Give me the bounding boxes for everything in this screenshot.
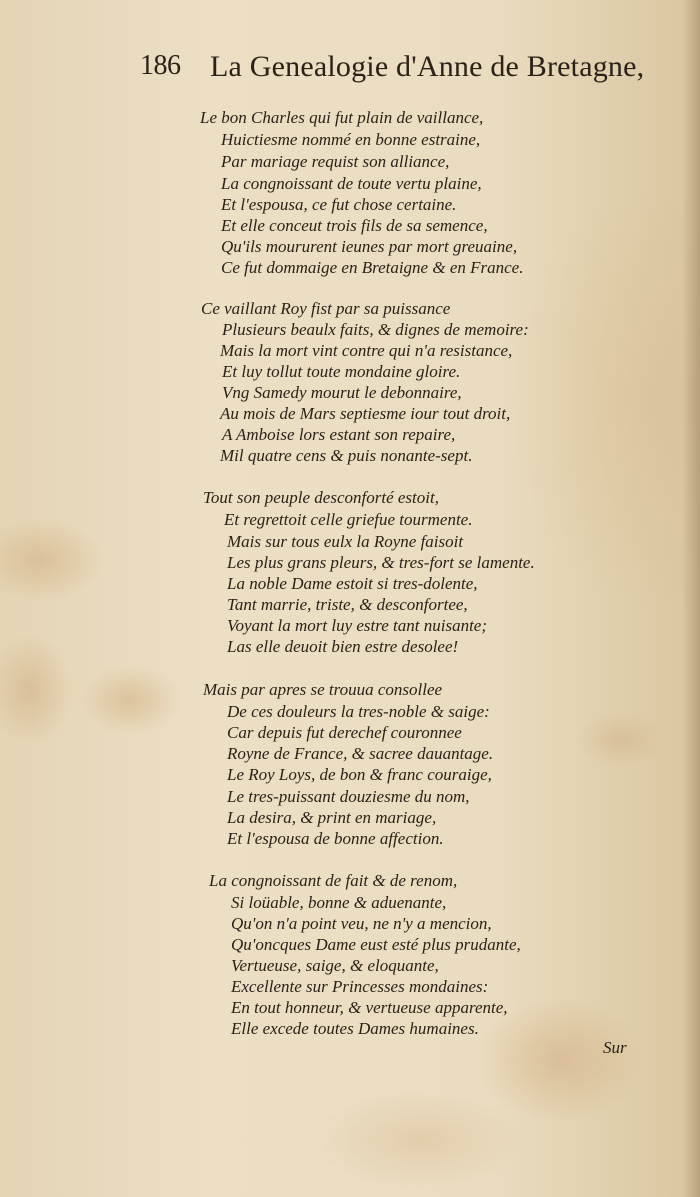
verse-line: Excellente sur Princesses mondaines: xyxy=(231,977,489,996)
verse-line: Royne de France, & sacree dauantage. xyxy=(227,744,494,763)
verse-line: Au mois de Mars septiesme iour tout droit, xyxy=(220,404,511,423)
verse-line: La noble Dame estoit si tres-dolente, xyxy=(227,574,478,593)
verse-line: Et l'espousa de bonne affection. xyxy=(227,829,444,848)
verse-line: La congnoissant de fait & de renom, xyxy=(209,871,458,890)
verse-line: Ce vaillant Roy fist par sa puissance xyxy=(201,299,451,318)
verse-line: Le Roy Loys, de bon & franc couraige, xyxy=(227,765,492,784)
verse-line: Plusieurs beaulx faits, & dignes de memoire: xyxy=(222,320,529,339)
verse-line: Ce fut dommaige en Bretaigne & en France. xyxy=(221,258,524,277)
verse-line: Mais sur tous eulx la Royne faisoit xyxy=(227,532,464,551)
verse-line: Et elle conceut trois fils de sa semence, xyxy=(221,216,488,235)
catchword: Sur xyxy=(603,1038,627,1057)
verse-line: Mil quatre cens & puis nonante-sept. xyxy=(220,446,473,465)
verse-line: En tout honneur, & vertueuse apparente, xyxy=(231,998,508,1017)
verse-line: A Amboise lors estant son repaire, xyxy=(222,425,456,444)
verse-line: Car depuis fut derechef couronnee xyxy=(227,723,462,742)
verse-line: Le bon Charles qui fut plain de vaillance, xyxy=(200,108,484,127)
verse-line: Vng Samedy mourut le debonnaire, xyxy=(222,383,462,402)
verse-line: Qu'on n'a point veu, ne n'y a mencion, xyxy=(231,914,492,933)
verse-line: Mais la mort vint contre qui n'a resistance, xyxy=(220,341,513,360)
verse-line: Et l'espousa, ce fut chose certaine. xyxy=(221,195,457,214)
verse-line: Et luy tollut toute mondaine gloire. xyxy=(222,362,461,381)
verse-line: Par mariage requist son alliance, xyxy=(221,152,450,171)
verse-line: La congnoissant de toute vertu plaine, xyxy=(221,174,482,193)
verse-line: Vertueuse, saige, & eloquante, xyxy=(231,956,439,975)
verse-line: Tout son peuple desconforté estoit, xyxy=(203,488,439,507)
verse-line: Qu'oncques Dame eust esté plus prudante, xyxy=(231,935,521,954)
verse-line: Huictiesme nommé en bonne estraine, xyxy=(221,130,481,149)
verse-line: Les plus grans pleurs, & tres-fort se lamente. xyxy=(227,553,535,572)
verse-line: De ces douleurs la tres-noble & saige: xyxy=(227,702,490,721)
verse-line: La desira, & print en mariage, xyxy=(227,808,437,827)
verse-line: Elle excede toutes Dames humaines. xyxy=(231,1019,479,1038)
running-title: La Genealogie d'Anne de Bretagne, xyxy=(210,50,645,83)
page-number: 186 xyxy=(140,50,181,81)
verse-line: Si loüable, bonne & aduenante, xyxy=(231,893,447,912)
page-header xyxy=(140,50,660,90)
page-edge-shadow xyxy=(682,0,700,1197)
verse-line: Le tres-puissant douziesme du nom, xyxy=(227,787,470,806)
verse-line: Voyant la mort luy estre tant nuisante; xyxy=(227,616,488,635)
verse-line: Tant marrie, triste, & desconfortee, xyxy=(227,595,468,614)
verse-line: Las elle deuoit bien estre desolee! xyxy=(227,637,459,656)
verse-line: Et regrettoit celle griefue tourmente. xyxy=(224,510,473,529)
verse-line: Qu'ils moururent ieunes par mort greuaine, xyxy=(221,237,518,256)
verse-line: Mais par apres se trouua consollee xyxy=(203,680,443,699)
